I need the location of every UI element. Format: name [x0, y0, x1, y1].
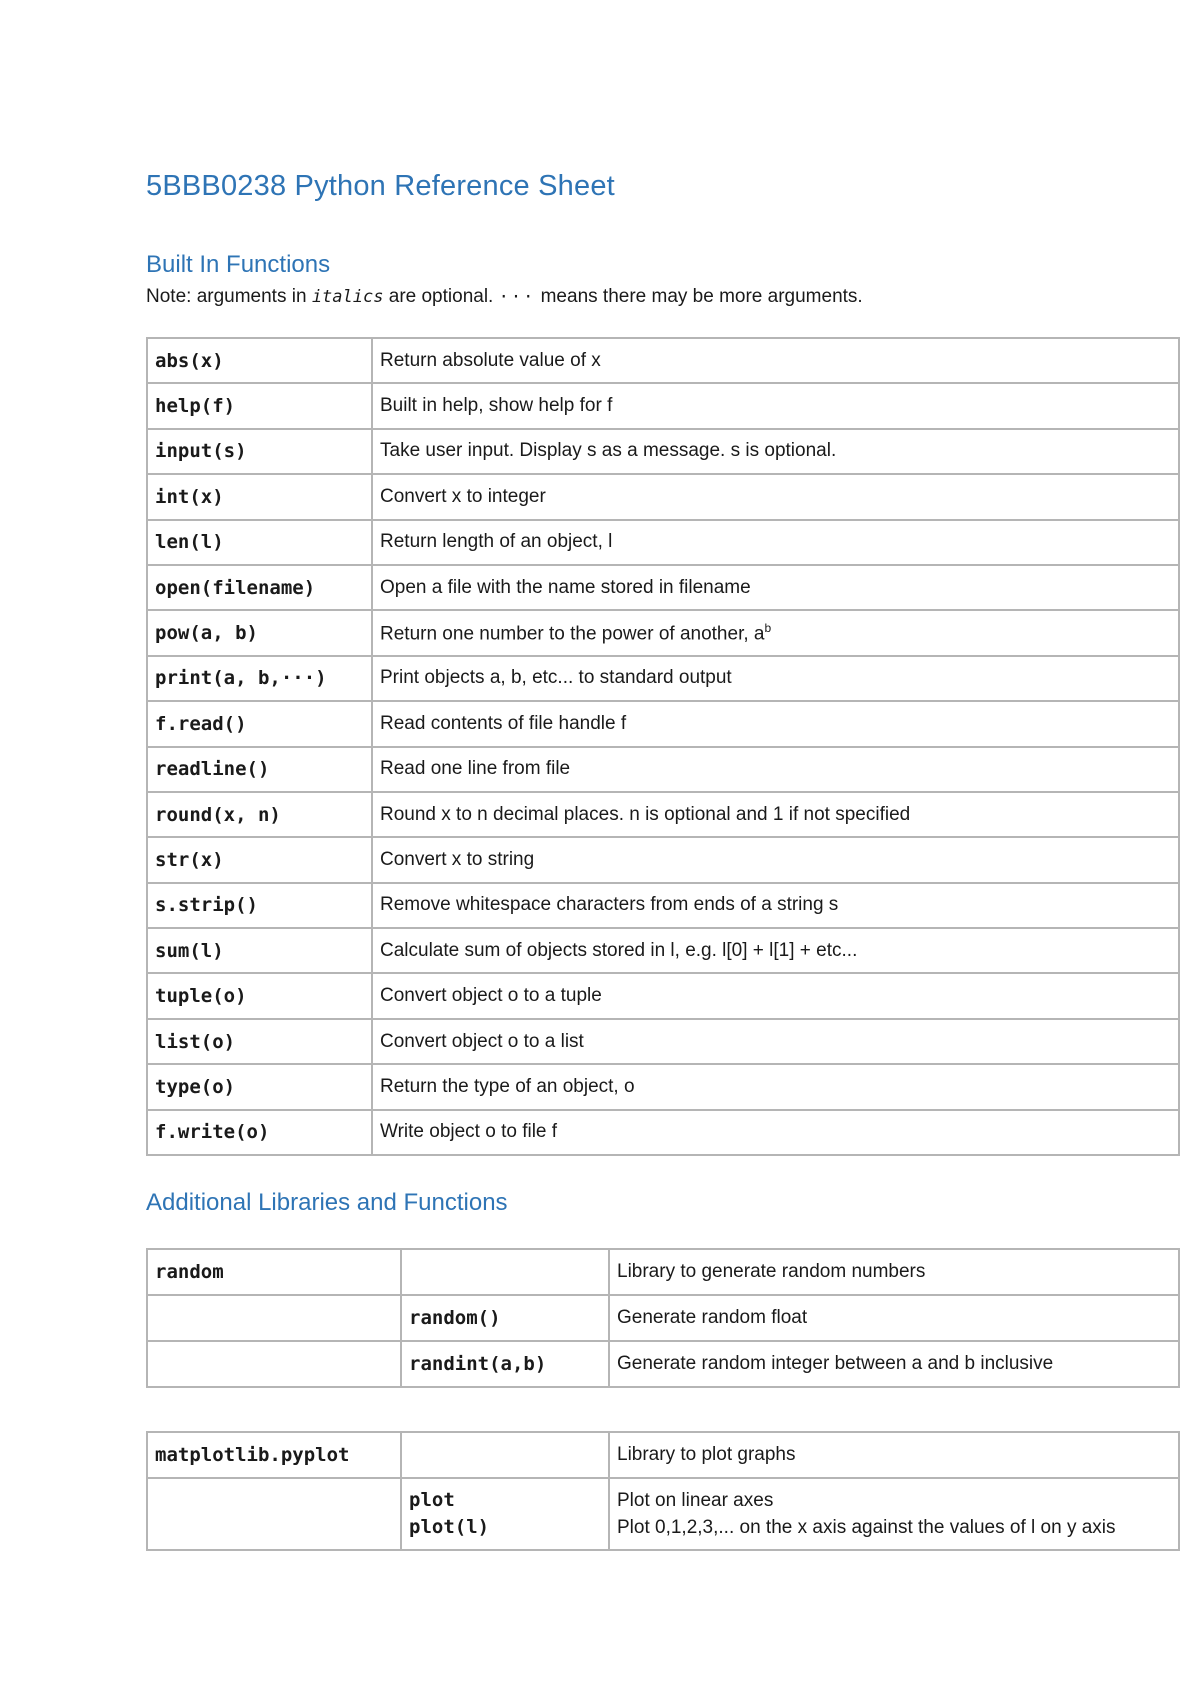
note-italic: italics [311, 287, 384, 307]
description-text: Read one line from file [380, 758, 571, 780]
function-name: f.read() [147, 701, 372, 746]
table-row [147, 565, 1179, 610]
function-description: Generate random float [609, 1295, 1179, 1341]
function-description [372, 338, 1179, 383]
description-text: Return the type of an object, o [380, 1075, 635, 1097]
additional-heading: Additional Libraries and Functions [146, 1189, 508, 1216]
builtin-heading: Built In Functions [146, 251, 331, 278]
function-description [372, 429, 1179, 474]
function-name: f.write(o) [147, 1110, 372, 1155]
function-description [372, 883, 1179, 928]
function-description [372, 520, 1179, 565]
table-row [147, 474, 1179, 519]
note-middle: are optional. [383, 286, 499, 307]
function-description [372, 837, 1179, 882]
description-text: Return length of an object, l [380, 531, 613, 553]
table-row [147, 883, 1179, 928]
table-row [147, 973, 1179, 1018]
description-line: Plot on linear axes [617, 1490, 774, 1511]
function-description [372, 973, 1179, 1018]
function-name: readline() [147, 747, 372, 792]
function-name: help(f) [147, 383, 372, 428]
table-row [147, 1295, 1179, 1341]
empty-cell [147, 1295, 401, 1341]
function-description [609, 1478, 1179, 1550]
function-description [372, 383, 1179, 428]
function-name-line: plot(l) [409, 1516, 490, 1538]
note-dots: ··· [498, 287, 536, 307]
function-name: random() [401, 1295, 609, 1341]
function-description [372, 747, 1179, 792]
builtins-table [146, 337, 1180, 1156]
description-text: Read contents of file handle f [380, 712, 627, 734]
function-name: str(x) [147, 837, 372, 882]
description-text: Write object o to file f [380, 1121, 558, 1143]
table-row [147, 837, 1179, 882]
function-description [372, 565, 1179, 610]
description-text: Take user input. Display s as a message. s is optional. [380, 440, 837, 462]
function-name: print(a, b,···) [147, 656, 372, 701]
function-name: s.strip() [147, 883, 372, 928]
pyplot-table [146, 1431, 1180, 1551]
table-row [147, 383, 1179, 428]
table-row [147, 1019, 1179, 1064]
function-description [372, 1019, 1179, 1064]
description-text: Built in help, show help for f [380, 395, 613, 417]
description-text: Convert object o to a tuple [380, 985, 602, 1007]
function-description [372, 1064, 1179, 1109]
table-row [147, 429, 1179, 474]
table-row [147, 656, 1179, 701]
table-row [147, 792, 1179, 837]
description-text: Open a file with the name stored in filename [380, 576, 751, 598]
table-row [147, 1341, 1179, 1387]
function-description: Generate random integer between a and b inclusive [609, 1341, 1179, 1387]
table-row [147, 1249, 1179, 1295]
table-row [147, 338, 1179, 383]
function-name [401, 1478, 609, 1550]
page-title: 5BBB0238 Python Reference Sheet [146, 170, 615, 202]
library-description: Library to plot graphs [609, 1432, 1179, 1478]
description-text: Convert object o to a list [380, 1030, 584, 1052]
empty-cell [147, 1478, 401, 1550]
builtin-note [146, 286, 863, 308]
table-row [147, 928, 1179, 973]
function-name: len(l) [147, 520, 372, 565]
description-text: Print objects a, b, etc... to standard output [380, 667, 732, 689]
empty-cell [401, 1249, 609, 1295]
description-text: Calculate sum of objects stored in l, e.g. l[0] + l[1] + etc... [380, 939, 858, 961]
description-text: Convert x to string [380, 848, 535, 870]
library-name: random [147, 1249, 401, 1295]
description-text: Remove whitespace characters from ends of a string s [380, 894, 839, 916]
description-text: Round x to n decimal places. n is optional and 1 if not specified [380, 803, 911, 825]
function-name: round(x, n) [147, 792, 372, 837]
note-suffix: means there may be more arguments. [535, 286, 863, 307]
description-text: Convert x to integer [380, 485, 546, 507]
table-row [147, 1478, 1179, 1550]
random-table [146, 1248, 1180, 1388]
function-description [372, 1110, 1179, 1155]
function-name: list(o) [147, 1019, 372, 1064]
superscript: b [764, 620, 772, 635]
empty-cell [401, 1432, 609, 1478]
function-description [372, 701, 1179, 746]
table-row [147, 520, 1179, 565]
note-prefix: Note: arguments in [146, 286, 312, 307]
function-name-line: plot [409, 1489, 455, 1511]
function-name: type(o) [147, 1064, 372, 1109]
function-description [372, 792, 1179, 837]
library-name: matplotlib.pyplot [147, 1432, 401, 1478]
function-description [372, 928, 1179, 973]
function-description [372, 656, 1179, 701]
function-description [372, 610, 1179, 655]
function-description [372, 474, 1179, 519]
description-line: Plot 0,1,2,3,... on the x axis against the values of l on y axis [617, 1517, 1116, 1538]
function-name: input(s) [147, 429, 372, 474]
description-text: Return absolute value of x [380, 349, 601, 371]
function-name: open(filename) [147, 565, 372, 610]
empty-cell [147, 1341, 401, 1387]
table-row [147, 610, 1179, 655]
function-name: int(x) [147, 474, 372, 519]
description-text: Return one number to the power of another, a [380, 623, 765, 645]
function-name: tuple(o) [147, 973, 372, 1018]
function-name: pow(a, b) [147, 610, 372, 655]
table-row [147, 1064, 1179, 1109]
table-row [147, 701, 1179, 746]
table-row [147, 747, 1179, 792]
function-name: sum(l) [147, 928, 372, 973]
table-row [147, 1110, 1179, 1155]
function-name: abs(x) [147, 338, 372, 383]
library-description: Library to generate random numbers [609, 1249, 1179, 1295]
function-name: randint(a,b) [401, 1341, 609, 1387]
table-row [147, 1432, 1179, 1478]
